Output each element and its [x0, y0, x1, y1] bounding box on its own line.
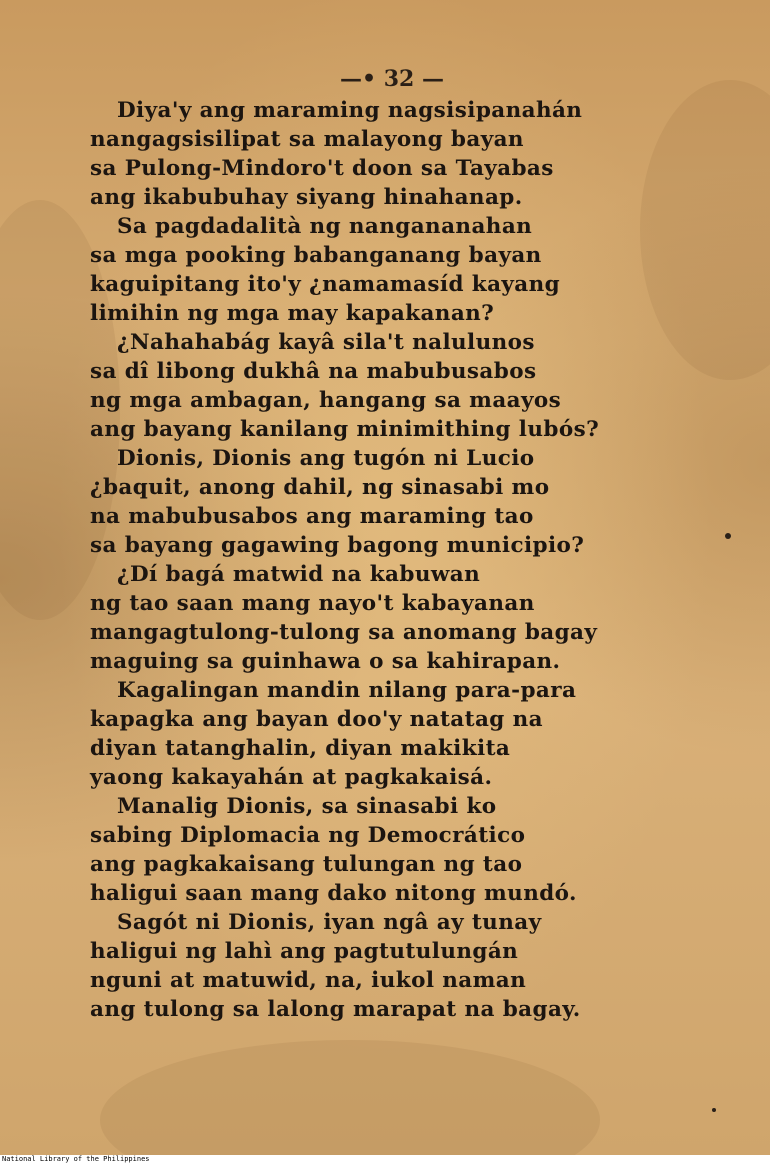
text-line: limihin ng mga may kapakanan? — [90, 301, 495, 326]
text-line: haligui saan mang dako nitong mundó. — [90, 881, 577, 906]
text-line: kapagka ang bayan doo'y natatag na — [90, 707, 543, 732]
text-line: sa Pulong-Mindoro't doon sa Tayabas — [90, 156, 554, 181]
text-line: sa mga pooking babanganang bayan — [90, 243, 542, 268]
text-line: ng tao saan mang nayo't kabayanan — [90, 591, 535, 616]
text-line: ang tulong sa lalong marapat na bagay. — [90, 997, 581, 1022]
ink-speck — [725, 533, 731, 539]
text-line: kaguipitang ito'y ¿namamasíd kayang — [90, 272, 561, 297]
text-line: sabing Diplomacia ng Democrático — [90, 823, 526, 848]
text-line: mangagtulong-tulong sa anomang bagay — [90, 620, 598, 645]
paper-stain — [100, 1040, 600, 1155]
text-line: Kagalingan mandin nilang para-para — [117, 678, 577, 703]
text-line: ¿Dí bagá matwid na kabuwan — [117, 562, 481, 587]
text-line: maguing sa guinhawa o sa kahirapan. — [90, 649, 561, 674]
paper-stain — [640, 80, 770, 380]
text-line: Manalig Dionis, sa sinasabi ko — [117, 794, 497, 819]
text-line: Sagót ni Dionis, iyan ngâ ay tunay — [117, 910, 542, 935]
text-line: ang ikabubuhay siyang hinahanap. — [90, 185, 523, 210]
text-line: ¿baquit, anong dahil, ng sinasabi mo — [90, 475, 550, 500]
text-line: nangagsisilipat sa malayong bayan — [90, 127, 524, 152]
text-line: ng mga ambagan, hangang sa maayos — [90, 388, 562, 413]
page-number: —• 32 — — [340, 66, 444, 92]
text-line: yaong kakayahán at pagkakaisá. — [90, 765, 493, 790]
text-line: nguni at matuwid, na, iukol naman — [90, 968, 527, 993]
text-line: Diya'y ang maraming nagsisipanahán — [117, 98, 583, 123]
text-line: Sa pagdadalità ng nangananahan — [117, 214, 533, 239]
text-line: ang pagkakaisang tulungan ng tao — [90, 852, 523, 877]
text-line: diyan tatanghalin, diyan makikita — [90, 736, 511, 761]
ink-speck — [712, 1108, 716, 1112]
text-line: sa bayang gagawing bagong municipio? — [90, 533, 585, 558]
text-line: sa dî libong dukhâ na mabubusabos — [90, 359, 537, 384]
library-credit: National Library of the Philippines — [2, 1155, 150, 1163]
text-line: na mabubusabos ang maraming tao — [90, 504, 534, 529]
text-line: haligui ng lahì ang pagtutulungán — [90, 939, 519, 964]
text-line: ¿Nahahabág kayâ sila't nalulunos — [117, 330, 535, 355]
text-line: ang bayang kanilang minimithing lubós? — [90, 417, 600, 442]
text-line: Dionis, Dionis ang tugón ni Lucio — [117, 446, 535, 471]
